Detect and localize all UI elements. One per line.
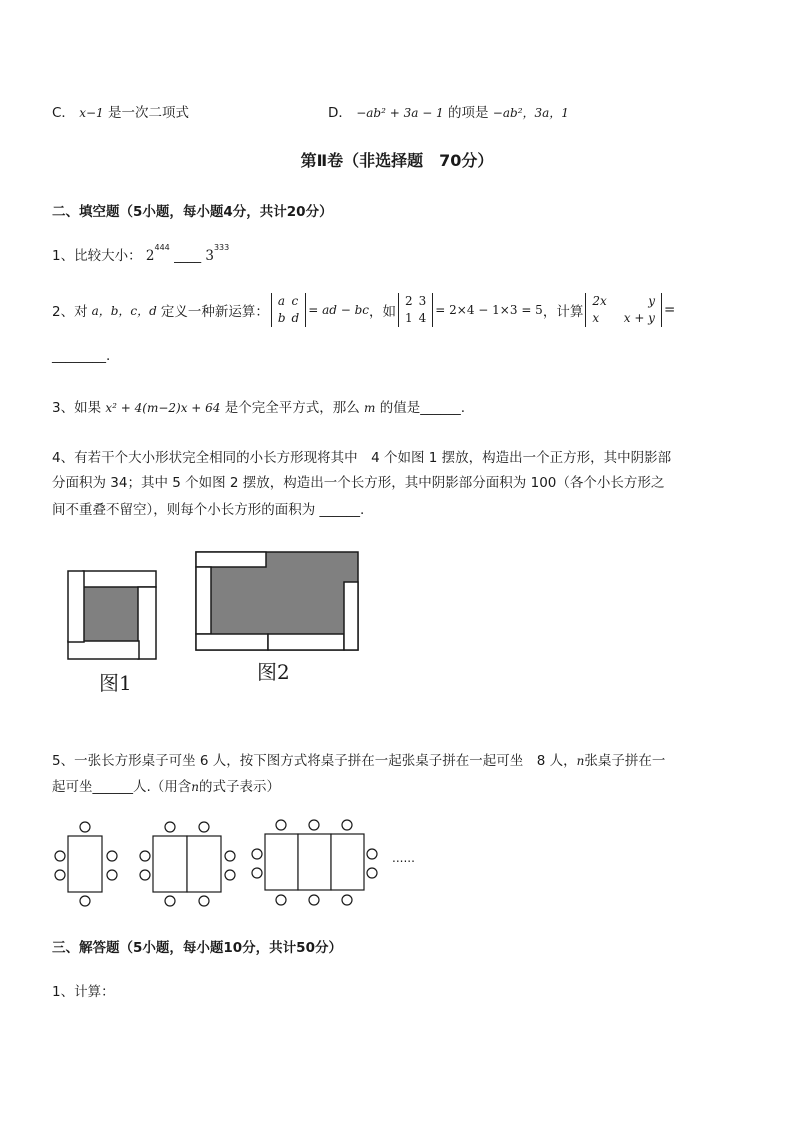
q5-line2 bbox=[52, 775, 280, 795]
q3-suffix: 的值是______. bbox=[379, 400, 466, 416]
seat bbox=[165, 896, 175, 906]
fig2-rect-left bbox=[196, 567, 211, 634]
seat bbox=[367, 868, 377, 878]
figure-2 bbox=[194, 550, 360, 652]
fig1-rect-bottom bbox=[68, 641, 139, 659]
fig2-label: 图2 bbox=[257, 660, 290, 684]
fig2-rect-bottom-left bbox=[196, 634, 268, 650]
seat bbox=[165, 822, 175, 832]
q3-expr: x² + 4(m−2)x + 64 bbox=[105, 401, 221, 415]
fig1-rect-right bbox=[138, 587, 156, 659]
seat bbox=[199, 822, 209, 832]
fig1-rect-top bbox=[83, 571, 156, 587]
q2-vars: a，b，c，d bbox=[91, 303, 157, 318]
q2-example-label: ，如 bbox=[369, 304, 397, 320]
option-c-label: C． bbox=[52, 105, 75, 121]
section3-q1: 1、计算： bbox=[52, 984, 115, 1000]
q1-blank: ____ bbox=[174, 248, 202, 264]
q3-var: m bbox=[364, 401, 376, 415]
q1-exp1: 444 bbox=[154, 243, 170, 252]
q2-calc-label: ，计算 bbox=[542, 304, 584, 320]
option-d-text: 的项是 bbox=[448, 105, 489, 121]
q5-line1-b: 张桌子拼在一 bbox=[584, 753, 666, 769]
seat bbox=[225, 851, 235, 861]
table-3a-rect bbox=[265, 834, 298, 890]
fig2-rect-right bbox=[344, 582, 358, 650]
seat bbox=[367, 849, 377, 859]
q2-prefix: 2、对 bbox=[52, 304, 88, 320]
seat bbox=[252, 868, 262, 878]
q2-def: = ad − bc bbox=[308, 303, 370, 317]
q1-base1: 2 bbox=[145, 248, 155, 264]
option-d bbox=[328, 101, 569, 121]
q2-eq: = bbox=[663, 302, 676, 318]
table-3c-rect bbox=[331, 834, 364, 890]
section3-title: 三、解答题（5小题，每小题10分，共计50分） bbox=[52, 940, 342, 956]
seat bbox=[55, 851, 65, 861]
seat bbox=[107, 851, 117, 861]
q2-blank: ________. bbox=[52, 348, 111, 364]
seat bbox=[276, 895, 286, 905]
q5-var-1: n bbox=[576, 754, 585, 768]
q3-mid: 是个完全平方式，那么 bbox=[224, 400, 360, 416]
table-2a-rect bbox=[153, 836, 187, 892]
q1-base2: 3 bbox=[205, 248, 214, 264]
option-c bbox=[52, 101, 189, 121]
seat bbox=[55, 870, 65, 880]
seat bbox=[309, 895, 319, 905]
question-3 bbox=[52, 396, 465, 416]
two-tables-group bbox=[140, 822, 235, 906]
part2-title: 第Ⅱ卷（非选择题 70分） bbox=[300, 151, 494, 170]
figure-1 bbox=[66, 569, 158, 661]
question-2 bbox=[52, 293, 675, 327]
q4-line2: 分面积为 34；其中 5 个如图 2 摆放，构造出一个长方形，其中阴影部分面积为 100（各个小长方形之 bbox=[52, 475, 665, 491]
seat bbox=[107, 870, 117, 880]
q5-line1 bbox=[52, 749, 665, 769]
question-1 bbox=[52, 244, 229, 264]
tables-figure bbox=[50, 816, 390, 912]
q5-var-2: n bbox=[191, 780, 200, 794]
seat bbox=[140, 870, 150, 880]
section2-title: 二、填空题（5小题，每小题4分，共计20分） bbox=[52, 204, 333, 220]
q2-det2: 2 3 1 4 bbox=[398, 293, 433, 327]
seat bbox=[342, 895, 352, 905]
fig1-label: 图1 bbox=[99, 671, 132, 695]
fig1-rect-left bbox=[68, 571, 84, 642]
q5-line2-b: 的式子表示） bbox=[199, 779, 281, 795]
q4-line1: 4、有若干个大小形状完全相同的小长方形现将其中 4 个如图 1 摆放，构造出一个正方形，其中阴影部 bbox=[52, 450, 672, 466]
option-c-math: x−1 bbox=[79, 106, 104, 120]
seat bbox=[80, 896, 90, 906]
option-d-terms: −ab²，3a，1 bbox=[492, 106, 569, 120]
tables-ellipsis: ...... bbox=[392, 851, 415, 865]
three-tables-group bbox=[252, 820, 377, 905]
q2-example-result: = 2×4 − 1×3 = 5 bbox=[435, 303, 543, 317]
seat bbox=[80, 822, 90, 832]
seat bbox=[225, 870, 235, 880]
seat bbox=[199, 896, 209, 906]
option-d-math: −ab² + 3a − 1 bbox=[356, 106, 444, 120]
one-table-group bbox=[55, 822, 117, 906]
q4-line3: 间不重叠不留空），则每个小长方形的面积为 ______. bbox=[52, 502, 365, 518]
fig1-shaded-square bbox=[83, 586, 139, 642]
q5-line2-a: 起可坐______人.（用含 bbox=[52, 779, 192, 795]
option-c-text: 是一次二项式 bbox=[108, 105, 189, 121]
seat bbox=[140, 851, 150, 861]
seat bbox=[342, 820, 352, 830]
q2-mid: 定义一种新运算： bbox=[160, 304, 269, 320]
q3-prefix: 3、如果 bbox=[52, 400, 102, 416]
q5-line1-a: 5、一张长方形桌子可坐 6 人，按下图方式将桌子拼在一起张桌子拼在一起可坐 8 人， bbox=[52, 753, 577, 769]
seat bbox=[309, 820, 319, 830]
table-1-rect bbox=[68, 836, 102, 892]
table-3b-rect bbox=[298, 834, 331, 890]
q2-det1: a c b d bbox=[271, 293, 306, 327]
fig2-rect-top bbox=[196, 552, 266, 567]
seat bbox=[276, 820, 286, 830]
option-d-label: D． bbox=[328, 105, 352, 121]
q1-prefix: 1、比较大小： bbox=[52, 248, 142, 264]
seat bbox=[252, 849, 262, 859]
table-2b-rect bbox=[187, 836, 221, 892]
q1-exp2: 333 bbox=[213, 243, 230, 252]
fig2-rect-bottom-right bbox=[268, 634, 344, 650]
q2-det3: 2x y x x + y bbox=[585, 293, 662, 327]
